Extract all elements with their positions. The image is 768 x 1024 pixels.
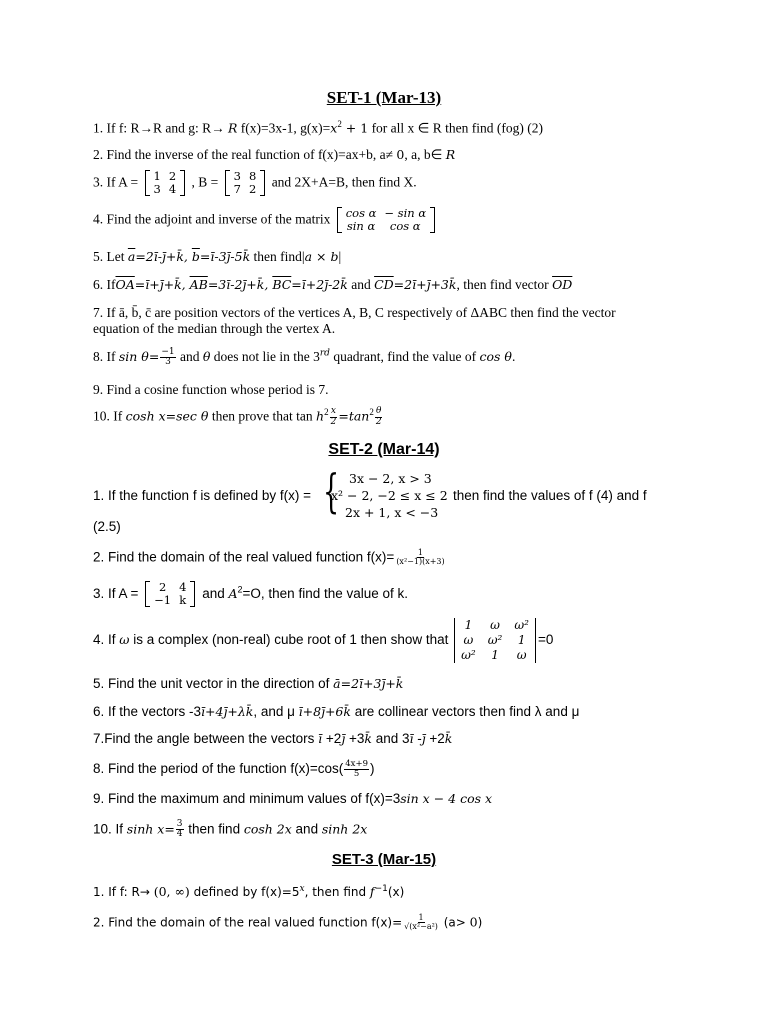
set2-question-5: 5. Find the unit vector in the direction of ā=2ī+3j̄+k̄ bbox=[93, 676, 404, 691]
set1-question-4: 4. Find the adjoint and inverse of the matrix cos α − sin α sin α cos α bbox=[93, 207, 438, 233]
set2-title: SET-2 (Mar-14) bbox=[328, 441, 440, 458]
piece-3: 2x + 1, x < −3 bbox=[345, 505, 439, 520]
set1-question-6: 6. $If\overline{OA}=ī+j̄+k̄$, $\overline{AB}=3ī-2j̄+k̄$, $\overline{BC}=ī+2j̄-2k̄$ and $\overline{CD}=2ī+j̄+3k̄$, then find vector $\overline{OD}$ bbox=[93, 277, 573, 292]
matrix-cell-r1c2: ω bbox=[490, 618, 500, 632]
matrix-b bbox=[225, 170, 266, 196]
set2-question-7: 7.Find the angle between the vectors ī +2j̄ +3k̄ and 3ī -j̄ +2k̄ bbox=[93, 731, 453, 746]
matrix-cell-r1c1: 1 bbox=[464, 618, 473, 632]
matrix-cell-r1c2: 8 bbox=[248, 169, 257, 183]
set1-question-2: 2. Find the inverse of the real function of f(x)=ax+b, a≠ 0, a, b∈ R bbox=[93, 147, 456, 162]
set1-question-9: 9. Find a cosine function whose period is 7. bbox=[93, 382, 329, 397]
set1-question-10: 10. If cosh x=sec θ then prove that $\tan h^2$ $\frac{x}{2}$ $=\tan^2$ $\frac{\theta}{2}$ bbox=[93, 406, 382, 427]
matrix-cell-r1c1: 3 bbox=[233, 169, 241, 183]
piecewise-brace: { bbox=[323, 464, 340, 518]
matrix-a bbox=[145, 170, 186, 196]
set2-question-1: 1. If the function f is defined by f(x) = bbox=[93, 488, 311, 503]
set2-question-4: 4. If ω is a complex (non-real) cube root of 1 then show that 1 ω ω² ω ω² 1 ω² 1 ω =0 bbox=[93, 618, 554, 662]
matrix-cell-r2c1: −1 bbox=[154, 593, 172, 608]
matrix-a-k bbox=[145, 581, 195, 607]
set1-question-7-line2: equation of the median through the vertex A. bbox=[93, 321, 336, 336]
matrix-cell-r3c2: 1 bbox=[491, 648, 499, 662]
set1-title: SET-1 (Mar-13) bbox=[326, 88, 442, 107]
matrix-cell-r2c2: 2 bbox=[248, 182, 257, 197]
set2-question-10: 10. If sinh x= $\frac{3}{4}$ then find cosh 2x and sinh 2x bbox=[93, 819, 368, 840]
set3-question-1: 1. If f: R→ (0, ∞) defined by $f(x)=5^x$, then find $f^{-1}(x)$ bbox=[93, 884, 405, 899]
matrix-cell-r2c1: 3 bbox=[153, 182, 161, 197]
matrix-cell-r1c3: ω² bbox=[514, 618, 529, 632]
matrix-cell-r3c3: ω bbox=[516, 648, 527, 662]
set1-question-5: 5. Let $\overline{a}=2ī-j̄+k̄$, $\overline{b}=ī-3j̄-5k̄$ then find|a × b| bbox=[93, 249, 342, 264]
piece-1: 3x − 2, x > 3 bbox=[349, 471, 432, 486]
rotation-matrix bbox=[337, 207, 435, 233]
set2-question-2: 2. Find the domain of the real valued function f(x)= $\frac{1}{\text{(x²−1)(x+3)}}$ bbox=[93, 548, 445, 567]
matrix-cell-r1c1: 1 bbox=[153, 169, 161, 183]
set3-question-2: 2. Find the domain of the real valued function f(x)= $\frac{1}{\text{√(x²−a²)}}$ (a> 0) bbox=[93, 913, 483, 932]
matrix-cell-r1c2: 2 bbox=[168, 169, 177, 183]
set3-title: SET-3 (Mar-15) bbox=[331, 851, 437, 868]
matrix-cell-r1c1: 2 bbox=[158, 580, 167, 594]
matrix-cell-r1c1: cos α bbox=[345, 206, 377, 220]
set1-question-1: 1. If f: R→R and g: R→ R f(x)=3x-1, $g(x)=x^2 + 1$ for all x ∈ R then find (fog) (2) bbox=[93, 119, 544, 136]
matrix-cell-r2c1: sin α bbox=[346, 219, 376, 234]
set1-question-3: 3. If A = 1 2 3 4 , B = 3 8 7 2 and 2X+A=B, then find X. bbox=[93, 169, 417, 197]
matrix-cell-r2c2: k bbox=[179, 593, 187, 608]
set2-question-6: 6. If the vectors -3ī+4j̄+λk̄, and μ ī+8j̄+6k̄ are collinear vectors then find λ and μ bbox=[93, 704, 580, 719]
matrix-cell-r1c2: 4 bbox=[179, 580, 187, 594]
set2-question-9: 9. Find the maximum and minimum values of f(x)=3sin x − 4 cos x bbox=[93, 791, 493, 806]
set2-question-3: 3. If A = 2 4 −1 k and $A^2=O$, then find the value of k. bbox=[93, 580, 409, 608]
set2-question-1-tail: then find the values of f (4) and f bbox=[453, 488, 647, 503]
set1-question-8: 8. If sin θ= $\frac{-1}{3}$ and θ does not lie in the 3rd quadrant, find the value of cos θ. bbox=[93, 347, 516, 368]
matrix-cell-r2c2: 4 bbox=[168, 182, 177, 197]
matrix-cell-r2c1: ω bbox=[463, 633, 474, 647]
piece-2: x² − 2, −2 ≤ x ≤ 2 bbox=[331, 488, 448, 503]
omega-determinant bbox=[454, 618, 536, 663]
matrix-cell-r3c1: ω² bbox=[461, 648, 476, 662]
matrix-cell-r1c2: − sin α bbox=[384, 206, 427, 220]
matrix-cell-r2c3: 1 bbox=[517, 633, 526, 647]
matrix-cell-r2c2: cos α bbox=[389, 219, 421, 234]
set2-question-1-line2: (2.5) bbox=[93, 519, 121, 534]
matrix-cell-r2c1: 7 bbox=[233, 182, 241, 197]
set2-question-8: 8. Find the period of the function f(x)=cos( $\frac{4x+9}{5}$ ) bbox=[93, 759, 375, 779]
matrix-cell-r2c2: ω² bbox=[487, 633, 503, 647]
set1-question-7-line1: 7. If ā, b̄, c̄ are position vectors of the vertices A, B, C respectively of ΔABC then find the vector bbox=[93, 305, 616, 320]
